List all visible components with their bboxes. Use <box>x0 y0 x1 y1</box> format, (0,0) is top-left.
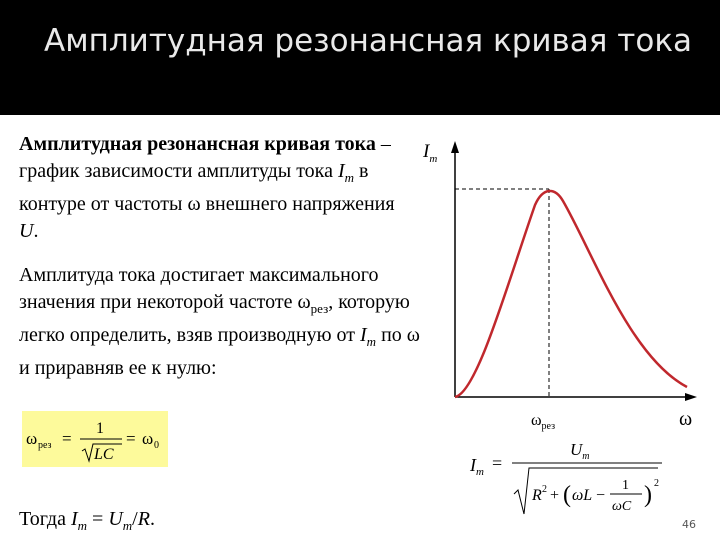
y-axis-arrow-icon <box>451 141 459 153</box>
paragraph-maximum <box>19 262 429 382</box>
p2-im-sub: m <box>366 334 377 349</box>
f2-inner-num: 1 <box>622 478 629 493</box>
f2-r: R <box>532 487 542 504</box>
p1-text-2: в контуре от частоты ω внешнего напряжения <box>19 160 395 215</box>
p3-eq: = <box>87 508 109 530</box>
f2-numerator: $U_m$ <box>570 440 590 462</box>
f2-r-exp: 2 <box>542 484 547 495</box>
f1-omega0: ω <box>142 429 154 448</box>
resonance-formula <box>22 411 168 467</box>
f1-eq1: = <box>62 429 72 448</box>
f2-lparen: ( <box>563 482 571 508</box>
f1-lc: LC <box>94 446 114 463</box>
p3-r: R <box>137 508 150 530</box>
p2-rez-sub: рез <box>310 301 329 316</box>
f2-omega-l: ωL <box>572 487 593 504</box>
resonance-curve-chart <box>415 135 705 435</box>
f1-numerator: 1 <box>96 420 104 437</box>
p1-text-1: – график зависимости амплитуды тока <box>19 133 391 182</box>
p2-text-3: по ω и приравняв ее к нулю: <box>19 324 420 379</box>
f2-plus: + <box>550 487 560 504</box>
p3-slash: / <box>132 508 138 530</box>
p1-im-sub: m <box>344 170 355 185</box>
f2-minus: − <box>596 487 606 504</box>
y-axis-label: $I_m$ <box>423 141 438 165</box>
slide-title: Амплитудная резонансная кривая тока <box>44 23 693 59</box>
paragraph-conclusion <box>19 506 319 539</box>
paragraph-definition <box>19 131 409 245</box>
p1-text-3: . <box>33 220 39 242</box>
x-axis-arrow-icon <box>685 393 697 401</box>
p3-dot: . <box>149 508 155 530</box>
p3-im-sub: m <box>77 518 88 533</box>
f2-eq: = <box>492 453 503 473</box>
resonance-formula-box <box>22 411 168 467</box>
p2-text-1: Амплитуда тока достигает максимального значения при некоторой частоте ω <box>19 264 379 313</box>
p2-im: I <box>360 324 367 346</box>
x-axis <box>455 393 697 401</box>
y-axis <box>451 141 459 397</box>
p3-um-sub: m <box>122 518 133 533</box>
p2-text-2: , которую легко определить, взяв производную от <box>19 291 410 346</box>
p1-u: U <box>19 220 34 242</box>
p1-im: I <box>337 160 345 182</box>
f1-zero-sub: 0 <box>154 440 159 451</box>
f2-inner-den: ωC <box>612 499 632 514</box>
f1-eq2: = <box>126 429 136 448</box>
title-bar <box>0 0 720 115</box>
f2-rparen: ) <box>644 482 652 508</box>
p3-im: I <box>70 508 78 530</box>
p3-text-1: Тогда <box>19 508 71 530</box>
x-axis-label: ω <box>679 408 693 430</box>
p3-um: U <box>108 508 123 530</box>
f2-paren-exp: 2 <box>654 478 659 489</box>
f1-rez-sub: рез <box>38 440 52 451</box>
page-number: 46 <box>682 518 696 531</box>
peak-x-label: $\omega_{рез}$ <box>531 412 556 432</box>
term-bold: Амплитудная резонансная кривая тока <box>19 133 376 155</box>
amplitude-formula <box>466 438 666 518</box>
f1-omega: ω <box>26 429 38 448</box>
f2-lhs: $I_m$ <box>470 455 484 478</box>
resonance-curve <box>455 191 687 397</box>
